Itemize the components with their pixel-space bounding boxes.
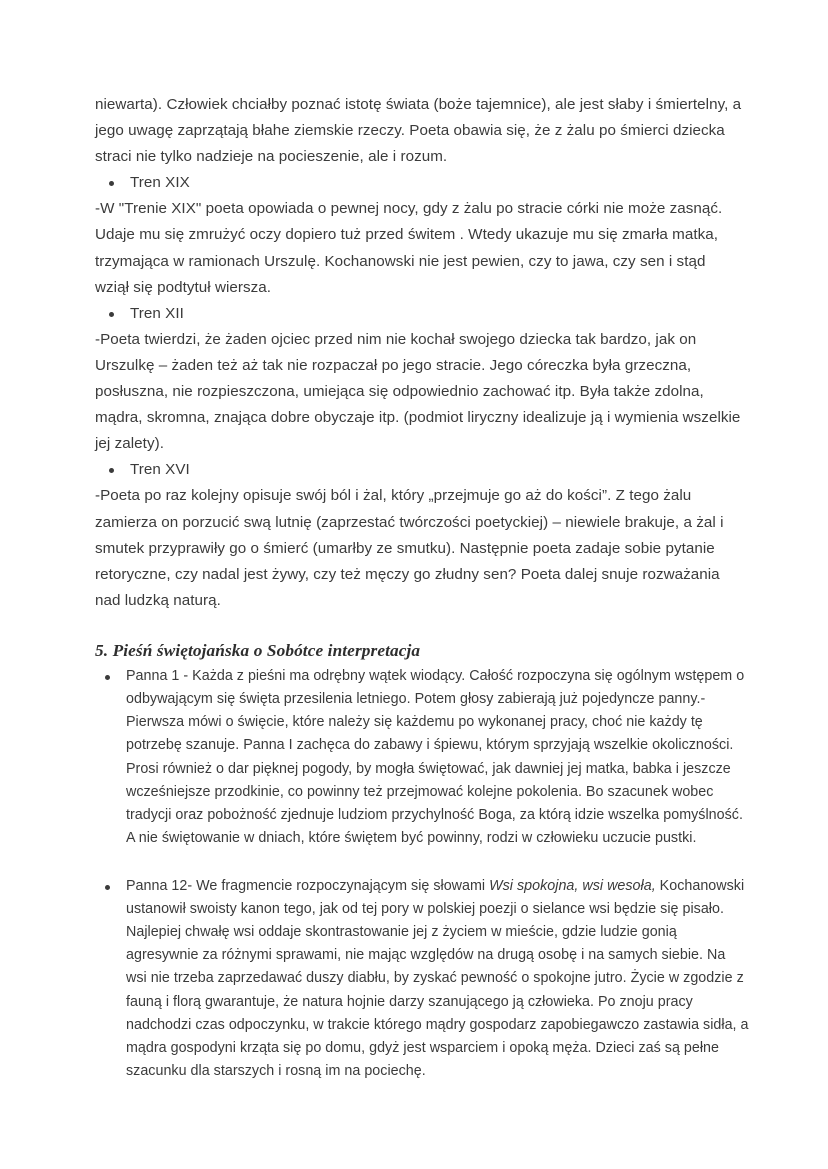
note-paragraph-intro: niewarta). Człowiek chciałby poznać istotę świata (boże tajemnice), ale jest słaby i śmiertelny, a jego uwagę zaprzątają błahe ziemskie rzeczy. Poeta obawia się, że z żalu po śmierci dziecka straci nie tylko nadzieje na pocieszenie, ale i rozum.: [95, 96, 742, 166]
note-paragraph-tren-xvi: -Poeta po raz kolejny opisuje swój ból i żal, który „przejmuje go aż do kości”. Z tego żalu zamierza on porzucić swą lutnię (zaprzestać twórczości poetyckiej) – niewiele brakuje, a żal i smutek przyprawiły go o śmierć (umarłby ze smutku). Następnie poeta zadaje sobie pytanie retoryczne, czy nadal jest żywy, czy też męczy go złudny sen? Poeta dalej snuje rozważania nad ludzką naturą.: [95, 487, 724, 609]
panna-1-text: Panna 1 - Każda z pieśni ma odrębny wątek wiodący. Całość rozpoczyna się ogólnym wstępem o odbywającym się święta przesilenia letniego. Potem głosy zabierają już pojedyncze panny.- Pierwsza mówi o święcie, które należy się każdemu po wykonanej pracy, choć nie każdy tę potrzebę szanuje. Panna I zachęca do zabawy i śpiewu, którym sprzyjają wszelkie okoliczności. Prosi również o dar pięknej pogody, by mogła świętować, jak dawniej jej matka, babka i jeszcze wcześniejsze przodkinie, co powinny też przejmować kolejne pokolenia. Bo szacunek wobec tradycji oraz pobożność zjednuje ludziom przychylność Boga, za którą idzie wszelka pomyślność. A nie świętowanie w dniach, które świętem być powinny, rodzi w człowieku uczucie pustki.: [126, 667, 745, 847]
section-heading-piesn-swietojanska: 5. Pieśń świętojańska o Sobótce interpretacja: [95, 640, 421, 660]
panna-12-italic-quote: Wsi spokojna, wsi wesoła,: [489, 877, 656, 894]
note-paragraph-tren-xix: -W "Trenie XIX" poeta opowiada o pewnej nocy, gdy z żalu po stracie córki nie może zasnąć. Udaje mu się zmrużyć oczy dopiero tuż przed świtem . Wtedy ukazuje mu się zmarła matka, trzymająca w ramionach Urszulę. Kochanowski nie jest pewien, czy to jawa, czy sen i stąd wziął się podtytuł wiersza.: [95, 200, 723, 296]
list-item-panna-12: [95, 875, 750, 1084]
bullet-item-tren-xvi: [95, 457, 750, 483]
bullet-label-tren-xix: Tren XIX: [130, 174, 190, 192]
panna-list: [95, 665, 750, 1083]
bullet-label-tren-xvi: Tren XVI: [130, 461, 190, 479]
list-item-panna-1: [95, 665, 750, 851]
treny-notes-block: [95, 92, 750, 614]
panna-12-text-before-quote: Panna 12- We fragmencie rozpoczynającym się słowami: [126, 877, 490, 894]
note-paragraph-tren-xii: -Poeta twierdzi, że żaden ojciec przed nim nie kochał swojego dziecka tak bardzo, jak on Urszulkę – żaden też aż tak nie rozpaczał po jego stracie. Jego córeczka była grzeczna, posłuszna, nie rozpieszczona, umiejąca się odpowiednio zachować itp. Była także zdolna, mądra, skromna, znająca dobre obyczaje itp. (podmiot liryczny idealizuje ją i wymienia wszelkie jej zalety).: [95, 330, 741, 453]
panna-12-text-after-quote: Kochanowski ustanowił swoisty kanon tego, jak od tej pory w polskiej poezji o sielance wsi będzie się pisało. Najlepiej chwałę wsi oddaje skontrastowanie jej z życiem w mieście, gdzie ludzie gonią agresywnie za różnymi sprawami, nie mając względów na drugą osobę i na samych siebie. Na wsi nie trzeba zaprzedawać duszy diabłu, by zyskać pewność o spokojne jutro. Życie w zgodzie z fauną i florą gwarantuje, że natura hojnie darzy szanującego ją człowieka. Po znoju pracy nadchodzi czas odpoczynku, w trakcie którego mądry gospodarz zapobiegawczo zastawia sidła, a mądra gospodyni krząta się po domu, gdyż jest wsparciem i opoką męża. Dzieci zaś są pełne szacunku dla starszych i rosną im na pociechę.: [126, 877, 749, 1080]
bullet-item-tren-xii: [95, 301, 750, 327]
bullet-label-tren-xii: Tren XII: [130, 304, 184, 322]
bullet-item-tren-xix: [95, 170, 750, 196]
